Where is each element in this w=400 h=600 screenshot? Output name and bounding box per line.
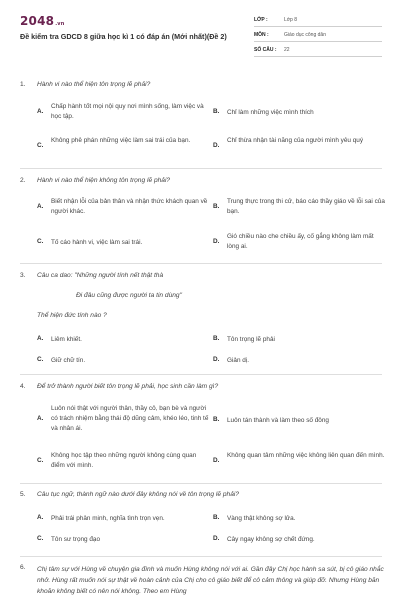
option-text: Tố cáo hành vi, việc làm sai trái.	[51, 239, 143, 246]
option-text: Không học tập theo những người không cùng quan điểm với mình.	[51, 452, 197, 469]
question-divider	[20, 374, 382, 375]
option-letter: C.	[37, 457, 44, 464]
question-divider	[20, 483, 382, 484]
option-text: Chấp hành tốt mọi nội quy nơi mình sống, làm việc và học tập.	[51, 103, 204, 120]
option-letter: C.	[37, 238, 44, 245]
option-letter: D.	[213, 535, 220, 542]
option-letter: D.	[213, 457, 220, 464]
option-text: Giản dị.	[227, 357, 250, 364]
exam-meta	[254, 14, 382, 59]
meta-key: MÔN :	[254, 31, 269, 38]
question-text: Câu ca dao: "Những người tính nết thật thà	[37, 272, 164, 279]
option-text: Giữ chữ tín.	[51, 357, 86, 364]
site-logo[interactable]: 2048.vn	[20, 14, 65, 28]
meta-value: Giáo dục công dân	[284, 31, 326, 38]
option-text: Vàng thật không sợ lửa.	[227, 515, 296, 522]
option-text: Trung thực trong thi cử, báo cáo thầy giáo về lỗi sai của bạn.	[227, 198, 385, 215]
option-letter: A.	[37, 335, 44, 342]
option-text: Tôn trọng lẽ phải	[227, 336, 275, 343]
exam-title: Đề kiểm tra GDCD 8 giữa học kì 1 có đáp án (Mới nhất)(Đề 2)	[20, 32, 227, 41]
option-letter: C.	[37, 356, 44, 363]
option-letter: A.	[37, 108, 44, 115]
option-letter: B.	[213, 335, 220, 342]
option-text: Gió chiều nào che chiều ấy, cố gắng không làm mất lòng ai.	[227, 233, 374, 250]
option-letter: A.	[37, 514, 44, 521]
question-text: Chị tâm sự với Hùng về chuyện gia đình và muốn Hùng không nói với ai. Gần đây Chị học hành sa sút, bị cô giáo nhắc nhở. Hùng rất muốn nói sự thật về hoàn cảnh của Chị cho cô giáo biết để cô cảm thông và giúp đỡ. Nhưng Hùng băn khoăn không biết có nên nói không. Theo em Hùng	[37, 566, 384, 595]
option-letter: A.	[37, 203, 44, 210]
option-letter: C.	[37, 142, 44, 149]
option-text: Chỉ làm những việc mình thích	[227, 109, 314, 116]
option-letter: D.	[213, 238, 220, 245]
question-divider	[20, 263, 382, 264]
option-letter: B.	[213, 108, 220, 115]
question-divider	[20, 556, 382, 557]
option-text: Cây ngay không sợ chết đứng.	[227, 536, 315, 543]
option-text: Luôn nói thật với người thân, thầy cô, bạn bè và người có trách nhiệm bằng thái độ dũng cảm, khéo léo, tinh tế và nhân ái.	[51, 405, 209, 432]
question-number: 4.	[20, 383, 26, 390]
question-number: 6.	[20, 564, 26, 571]
question-text: Hành vi nào thể hiện không tôn trọng lẽ phải?	[37, 177, 171, 184]
question-number: 2.	[20, 177, 26, 184]
meta-key: SỐ CÂU :	[254, 46, 277, 53]
question-number: 1.	[20, 81, 26, 88]
question-text: Để trở thành người biết tôn trọng lẽ phải, học sinh cần làm gì?	[37, 383, 219, 390]
option-letter: B.	[213, 203, 220, 210]
question-text: Câu tục ngữ, thành ngữ nào dưới đây không nói về tôn trọng lẽ phải?	[37, 491, 240, 498]
meta-row-subject	[254, 29, 382, 42]
question-line: Thể hiện đức tính nào ?	[37, 312, 107, 319]
option-text: Luôn tán thành và làm theo số đông	[227, 417, 329, 424]
option-text: Chỉ thừa nhận tài năng của người mình yêu quý	[227, 137, 364, 144]
page-header	[0, 0, 400, 66]
option-letter: D.	[213, 142, 220, 149]
option-text: Liêm khiết.	[51, 336, 82, 343]
meta-row-class	[254, 14, 382, 27]
question-divider	[20, 168, 382, 169]
meta-key: LỚP :	[254, 16, 268, 23]
meta-row-count	[254, 44, 382, 57]
option-text: Không phê phán những việc làm sai trái của bạn.	[51, 137, 191, 144]
question-line: Đi đâu cũng được người ta tin dùng"	[76, 292, 182, 299]
question-text: Hành vi nào thể hiện tôn trọng lẽ phải?	[37, 81, 151, 88]
option-text: Tôn sư trọng đạo	[51, 536, 101, 543]
option-letter: B.	[213, 514, 220, 521]
meta-value: Lớp 8	[284, 16, 298, 23]
question-number: 3.	[20, 272, 26, 279]
option-letter: D.	[213, 356, 220, 363]
option-text: Biết nhận lỗi của bản thân và nhận thức khách quan về người khác.	[51, 198, 208, 215]
option-letter: C.	[37, 535, 44, 542]
option-text: Phải trái phân minh, nghĩa tình trọn vẹn.	[51, 515, 165, 522]
option-letter: A.	[37, 415, 44, 422]
question-number: 5.	[20, 491, 26, 498]
option-letter: B.	[213, 416, 220, 423]
option-text: Không quan tâm những việc không liên quan đến mình.	[227, 452, 385, 459]
meta-value: 22	[284, 46, 290, 53]
